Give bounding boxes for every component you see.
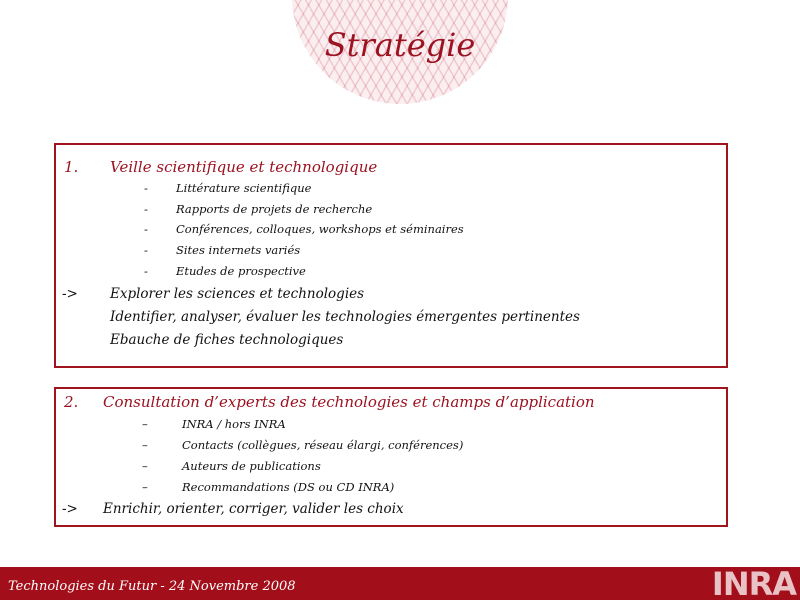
list-item: Etudes de prospective: [176, 264, 306, 278]
section-number: 2.: [64, 393, 79, 411]
action-line: Ebauche de fiches technologiques: [110, 332, 344, 348]
list-item: Auteurs de publications: [182, 459, 321, 473]
section-number: 1.: [64, 158, 79, 176]
section-heading: Consultation d’experts des technologies et champs d’application: [103, 393, 595, 411]
list-item: Contacts (collègues, réseau élargi, conférences): [182, 438, 464, 452]
list-item: Rapports de projets de recherche: [176, 202, 373, 216]
bullet-marker: –: [142, 417, 148, 431]
footer-bar: [0, 565, 800, 603]
bullet-marker: -: [144, 243, 148, 257]
bullet-marker: –: [142, 438, 148, 452]
list-item: INRA / hors INRA: [182, 417, 286, 431]
bullet-marker: -: [144, 222, 148, 236]
bullet-marker: -: [144, 181, 148, 195]
section-heading: Veille scientifique et technologique: [110, 158, 378, 176]
list-item: Sites internets variés: [176, 243, 301, 257]
bullet-marker: –: [142, 480, 148, 494]
bullet-marker: –: [142, 459, 148, 473]
consultation-section-box: [54, 387, 728, 527]
bullet-marker: -: [144, 202, 148, 216]
slide-title: Stratégie: [324, 26, 476, 64]
action-line: Explorer les sciences et technologies: [110, 286, 365, 302]
arrow-marker: ->: [62, 286, 78, 302]
arrow-marker: ->: [62, 501, 78, 517]
list-item: Conférences, colloques, workshops et séminaires: [176, 222, 464, 236]
bullet-marker: -: [144, 264, 148, 278]
veille-section-box: [54, 143, 728, 368]
action-line: Enrichir, orienter, corriger, valider les choix: [103, 501, 404, 517]
action-line: Identifier, analyser, évaluer les technologies émergentes pertinentes: [110, 309, 580, 325]
list-item: Recommandations (DS ou CD INRA): [182, 480, 395, 494]
list-item: Littérature scientifique: [176, 181, 312, 195]
inra-logo: INRA: [711, 565, 796, 603]
footer-text: Technologies du Futur - 24 Novembre 2008: [8, 579, 296, 594]
